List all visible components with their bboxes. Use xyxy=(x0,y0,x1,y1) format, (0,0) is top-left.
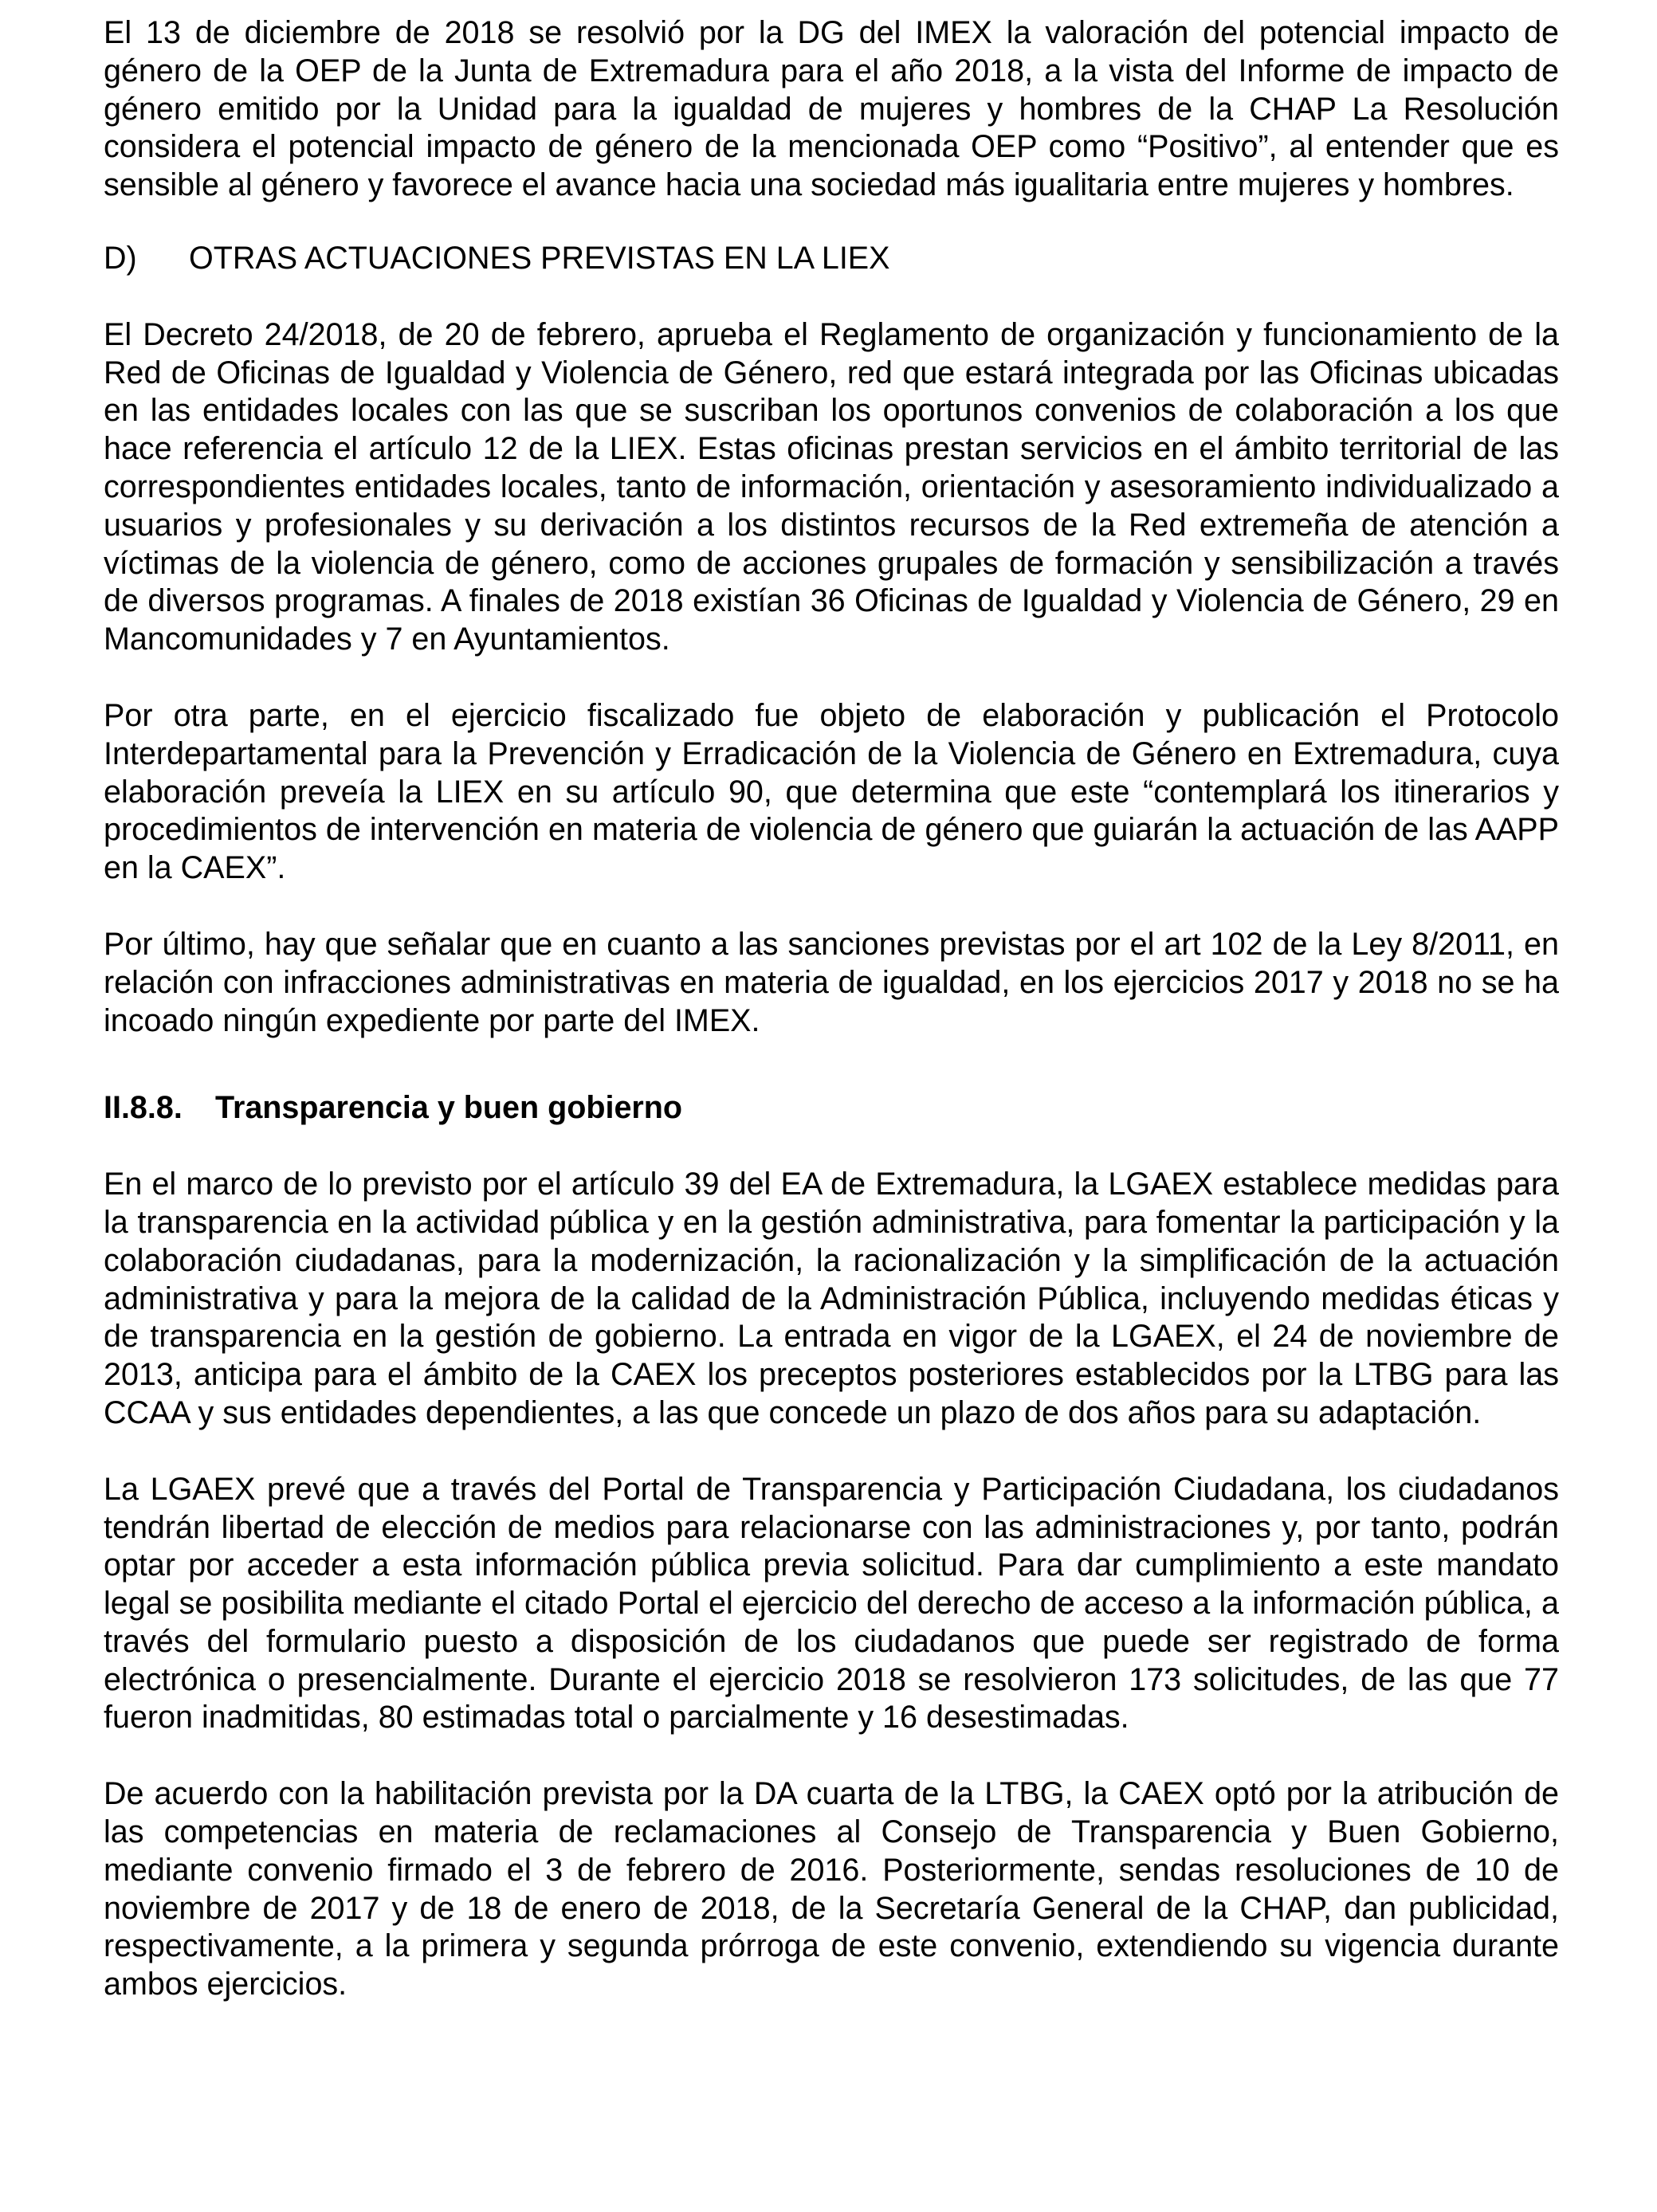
document-page xyxy=(104,14,1559,2004)
paragraph-lgaex-medidas: En el marco de lo previsto por el artículo 39 del EA de Extremadura, la LGAEX establece medidas para la transparencia en la actividad pública y en la gestión administrativa, para fomentar la participación y la colaboración ciudadanas, para la modernización, la racionalización y la simplificación de la actuación administrativa y para la mejora de la calidad de la Administración Pública, incluyendo medidas éticas y de transparencia en la gestión de gobierno. La entrada en vigor de la LGAEX, el 24 de noviembre de 2013, anticipa para el ámbito de la CAEX los preceptos posteriores establecidos por la LTBG para las CCAA y sus entidades dependientes, a las que concede un plazo de dos años para su adaptación. xyxy=(104,1167,1559,1430)
paragraph-portal-transparencia: La LGAEX prevé que a través del Portal de Transparencia y Participación Ciudadana, los ciudadanos tendrán libertad de elección de medios para relacionarse con las administraciones y, por tanto, podrán optar por acceder a esta información pública previa solicitud. Para dar cumplimiento a este mandato legal se posibilita mediante el citado Portal el ejercicio del derecho de acceso a la información pública, a través del formulario puesto a disposición de los ciudadanos que puede ser registrado de forma electrónica o presencialmente. Durante el ejercicio 2018 se resolvieron 173 solicitudes, de las que 77 fueron inadmitidas, 80 estimadas total o parcialmente y 16 desestimadas. xyxy=(104,1471,1559,1735)
paragraph-protocolo: Por otra parte, en el ejercicio fiscalizado fue objeto de elaboración y publicación el Protocolo Interdepartamental para la Prevención y Erradicación de la Violencia de Género en Extremadura, cuya elaboración preveía la LIEX en su artículo 90, que determina que este “contemplará los itinerarios y procedimientos de intervención en materia de violencia de género que guiarán la actuación de las AAPP en la CAEX”. xyxy=(104,697,1559,886)
section-ii88-number: II.8.8. xyxy=(104,1090,183,1126)
section-ii88-heading xyxy=(104,1089,1559,1128)
section-d-heading xyxy=(104,240,1559,278)
paragraph-decreto: El Decreto 24/2018, de 20 de febrero, aprueba el Reglamento de organización y funcionamiento de la Red de Oficinas de Igualdad y Violencia de Género, red que estará integrada por las Oficinas ubicadas en las entidades locales con las que se suscriban los oportunos convenios de colaboración a los que hace referencia el artículo 12 de la LIEX. Estas oficinas prestan servicios en el ámbito territorial de las correspondientes entidades locales, tanto de información, orientación y asesoramiento individualizado a usuarios y profesionales y su derivación a los distintos recursos de la Red extremeña de atención a víctimas de la violencia de género, como de acciones grupales de formación y sensibilización a través de diversos programas. A finales de 2018 existían 36 Oficinas de Igualdad y Violencia de Género, 29 en Mancomunidades y 7 en Ayuntamientos. xyxy=(104,316,1559,657)
paragraph-gender-impact: El 13 de diciembre de 2018 se resolvió por la DG del IMEX la valoración del potencial impacto de género de la OEP de la Junta de Extremadura para el año 2018, a la vista del Informe de impacto de género emitido por la Unidad para la igualdad de mujeres y hombres de la CHAP La Resolución considera el potencial impacto de género de la mencionada OEP como “Positivo”, al entender que es sensible al género y favorece el avance hacia una sociedad más igualitaria entre mujeres y hombres. xyxy=(104,15,1559,203)
paragraph-convenio: De acuerdo con la habilitación prevista por la DA cuarta de la LTBG, la CAEX optó por la atribución de las competencias en materia de reclamaciones al Consejo de Transparencia y Buen Gobierno, mediante convenio firmado el 3 de febrero de 2016. Posteriormente, sendas resoluciones de 10 de noviembre de 2017 y de 18 de enero de 2018, de la Secretaría General de la CHAP, dan publicidad, respectivamente, a la primera y segunda prórroga de este convenio, extendiendo su vigencia durante ambos ejercicios. xyxy=(104,1776,1559,2002)
section-d-letter: D) xyxy=(104,240,137,276)
section-ii88-title: Transparencia y buen gobierno xyxy=(215,1090,683,1126)
paragraph-sanciones: Por último, hay que señalar que en cuanto a las sanciones previstas por el art 102 de la Ley 8/2011, en relación con infracciones administrativas en materia de igualdad, en los ejercicios 2017 y 2018 no se ha incoado ningún expediente por parte del IMEX. xyxy=(104,926,1559,1038)
section-d-title: OTRAS ACTUACIONES PREVISTAS EN LA LIEX xyxy=(189,240,890,276)
